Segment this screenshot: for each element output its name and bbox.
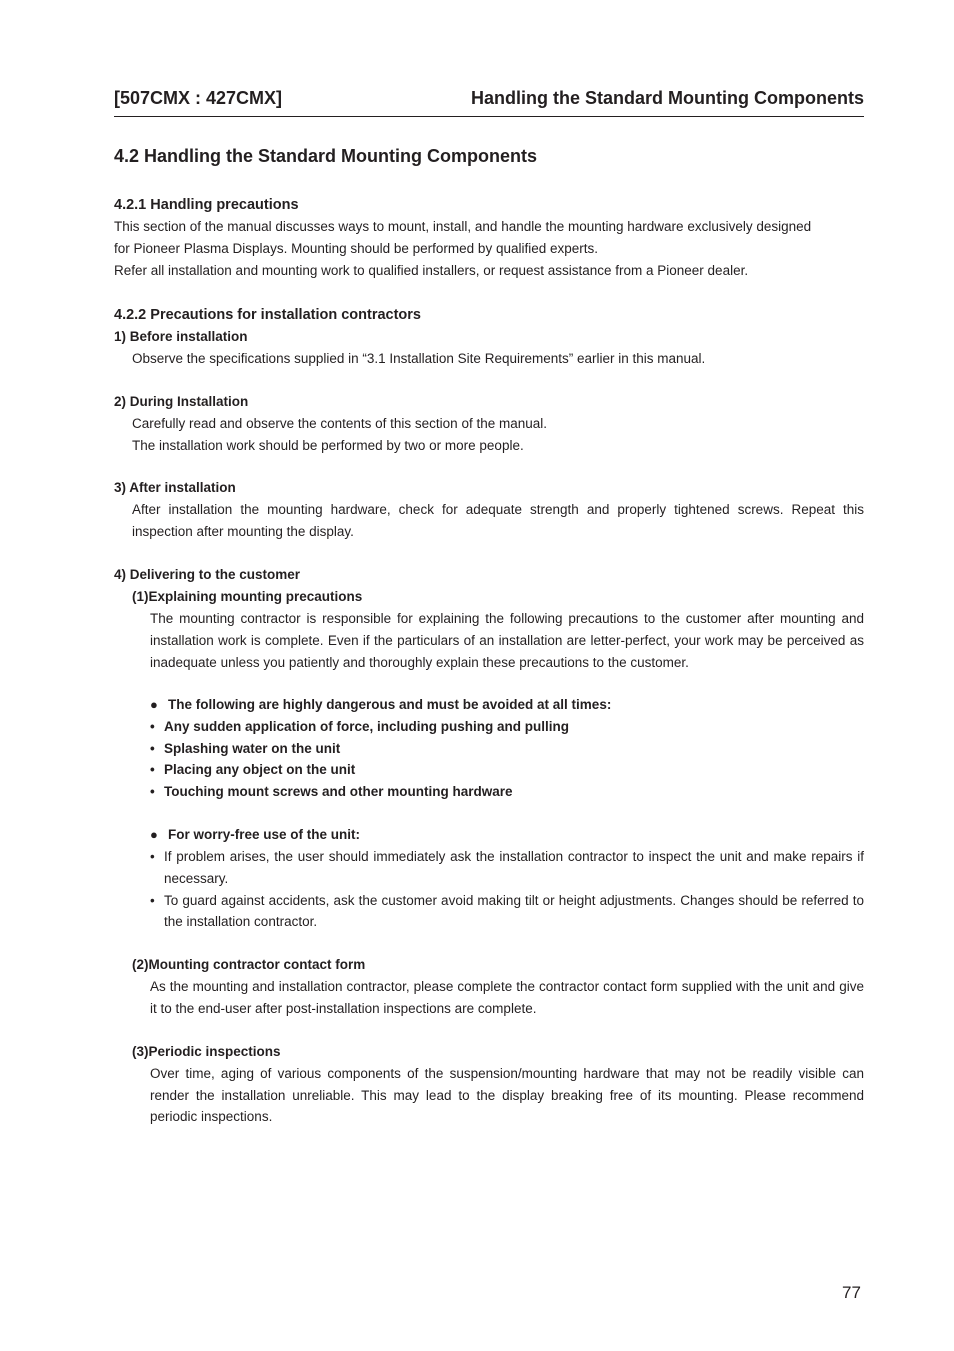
section-title: 4.2 Handling the Standard Mounting Components [114, 146, 537, 166]
list-item: • To guard against accidents, ask the customer avoid making tilt or height adjustments. Changes should be referred to the installation contractor. [114, 890, 864, 934]
sub-step-text: The mounting contractor is responsible for explaining the following precautions to the customer after mounting and installation work is complete. Even if the particulars of an installation are letter-perfect, your work may be perceived as inadequate unless you patiently and thoroughly explain these precautions to the customer. [150, 610, 864, 670]
danger-heading: ● The following are highly dangerous and must be avoided at all times: [114, 694, 864, 716]
step-text: After installation the mounting hardware, check for adequate strength and properly tightened screws. Repeat this inspection after mounting the display. [132, 502, 864, 540]
bullet-icon: • [150, 848, 155, 864]
sub-step-title: (2)Mounting contractor contact form [132, 957, 366, 973]
bullet-icon: • [150, 740, 155, 756]
subsection-title: 4.2.2 Precautions for installation contractors [114, 307, 421, 323]
model-label: [507CMX : 427CMX] [114, 88, 283, 108]
filled-circle-icon: ● [150, 827, 158, 843]
list-item: • Touching mount screws and other mounting hardware [114, 781, 864, 803]
filled-circle-icon: ● [150, 697, 158, 713]
list-item: • If problem arises, the user should immediately ask the installation contractor to inspect the unit and make repairs if necessary. [114, 846, 864, 890]
paragraph-line: Refer all installation and mounting work to qualified installers, or request assistance from a Pioneer dealer. [114, 262, 749, 278]
step-text: The installation work should be performed by two or more people. [132, 437, 524, 453]
page-header [114, 86, 864, 117]
section-4-2-1 [114, 194, 864, 281]
page-number: 77 [842, 1283, 861, 1302]
sub-step-title: (3)Periodic inspections [132, 1043, 281, 1059]
sub-step-title: (1)Explaining mounting precautions [132, 588, 363, 604]
paragraph-line: This section of the manual discusses ways to mount, install, and handle the mounting hardware exclusively designed [114, 219, 812, 234]
subsection-title: 4.2.1 Handling precautions [114, 197, 299, 213]
section-4-2-2 [114, 304, 864, 1128]
list-item: • Any sudden application of force, including pushing and pulling [114, 716, 864, 738]
step-title: 3) After installation [114, 480, 236, 496]
worry-free-heading: ● For worry-free use of the unit: [114, 824, 864, 846]
bullet-icon: • [150, 762, 155, 778]
list-item: • Placing any object on the unit [114, 759, 864, 781]
sub-step-text: As the mounting and installation contractor, please complete the contractor contact form supplied with the unit and give it to the end-user after post-installation inspections are complete. [150, 979, 864, 1016]
step-title: 2) During Installation [114, 393, 249, 409]
bullet-icon: • [150, 892, 155, 908]
sub-step-text: Over time, aging of various components of the suspension/mounting hardware that may not be readily visible can render the installation unreliable. This may lead to the display breaking free of its mounting. Please recommend periodic inspections. [150, 1065, 864, 1125]
step-text: Observe the specifications supplied in “3.1 Installation Site Requirements” earlier in this manual. [132, 351, 706, 366]
bullet-icon: • [150, 783, 155, 799]
list-item: • Splashing water on the unit [114, 738, 864, 760]
step-title: 1) Before installation [114, 329, 248, 344]
step-text: Carefully read and observe the contents of this section of the manual. [132, 415, 547, 431]
step-title: 4) Delivering to the customer [114, 566, 301, 582]
header-title: Handling the Standard Mounting Components [471, 88, 864, 108]
paragraph-line: for Pioneer Plasma Displays. Mounting should be performed by qualified experts. [114, 240, 599, 256]
bullet-icon: • [150, 718, 155, 734]
